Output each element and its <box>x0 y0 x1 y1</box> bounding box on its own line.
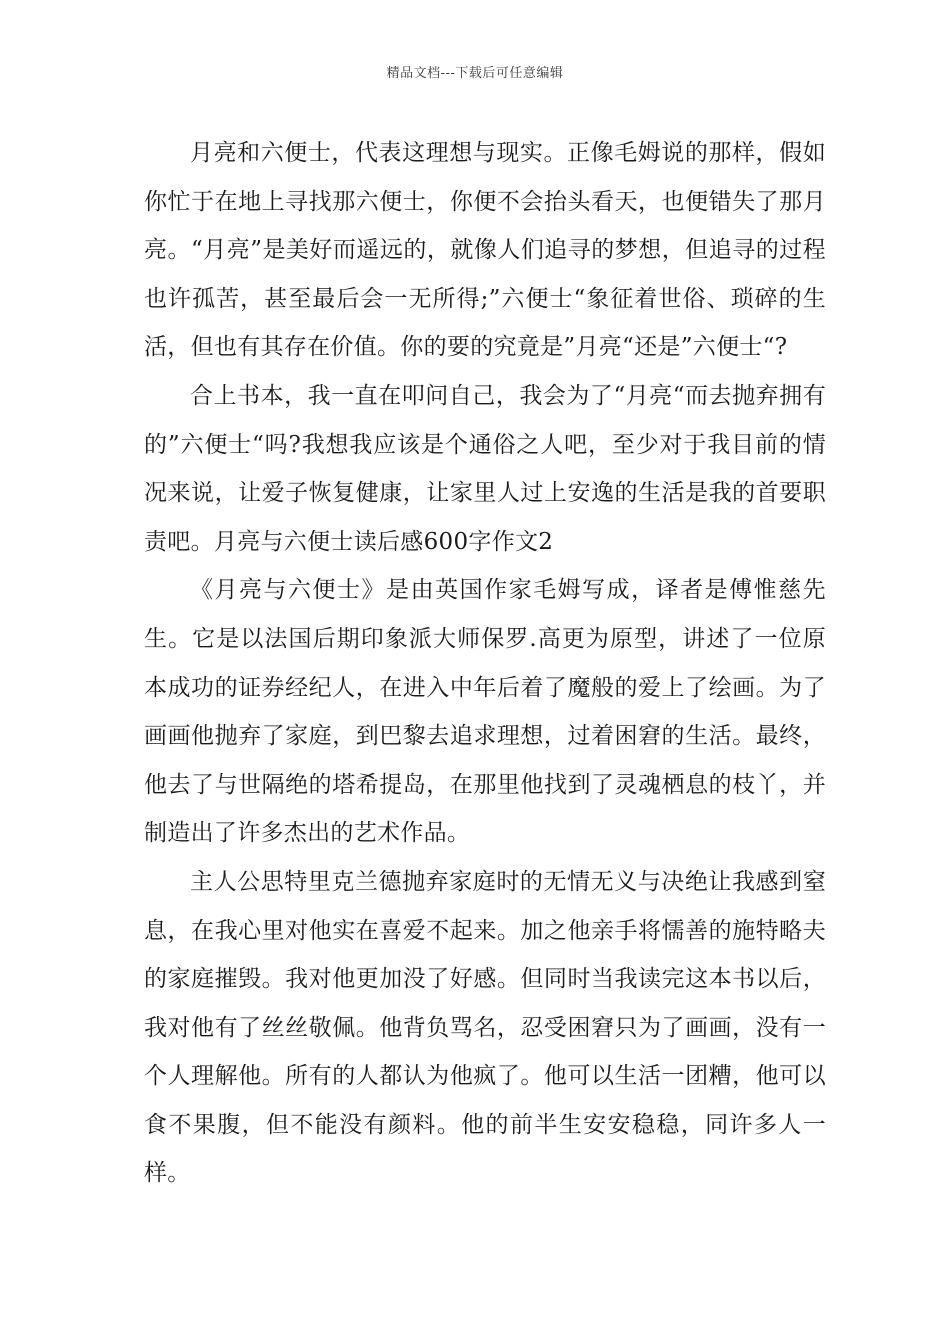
document-body <box>144 129 826 1198</box>
paragraph-1: 月亮和六便士，代表这理想与现实。正像毛姆说的那样，假如你忙于在地上寻找那六便士，你便不会抬头看天，也便错失了那月亮。“月亮”是美好而遥远的，就像人们追寻的梦想，但追寻的过程也许孤苦，甚至最后会一无所得;”六便士“象征着世俗、琐碎的生活，但也有其存在价值。你的要的究竟是”月亮“还是”六便士“? <box>144 140 826 361</box>
page-header: 精品文档---下载后可任意编辑 <box>386 66 564 81</box>
paragraph-3: 《月亮与六便士》是由英国作家毛姆写成，译者是傅惟慈先生。它是以法国后期印象派大师保罗.高更为原型，讲述了一位原本成功的证券经纪人，在进入中年后着了魔般的爱上了绘画。为了画画他抛弃了家庭，到巴黎去追求理想，过着困窘的生活。最终，他去了与世隔绝的塔希提岛，在那里他找到了灵魂栖息的枝丫，并制造出了许多杰出的艺术作品。 <box>144 577 826 847</box>
paragraph-2: 合上书本，我一直在叩问自己，我会为了“月亮“而去抛弃拥有的”六便士“吗?我想我应该是个通俗之人吧，至少对于我目前的情况来说，让爱子恢复健康，让家里人过上安逸的生活是我的首要职责吧。月亮与六便士读后感600字作文2 <box>144 382 826 555</box>
paragraph-4: 主人公思特里克兰德抛弃家庭时的无情无义与决绝让我感到窒息，在我心里对他实在喜爱不起来。加之他亲手将懦善的施特略夫的家庭摧毁。我对他更加没了好感。但同时当我读完这本书以后，我对他有了丝丝敬佩。他背负骂名，忍受困窘只为了画画，没有一个人理解他。所有的人都认为他疯了。他可以生活一团糟，他可以食不果腹，但不能没有颜料。他的前半生安安稳稳，同许多人一样。 <box>144 868 826 1187</box>
